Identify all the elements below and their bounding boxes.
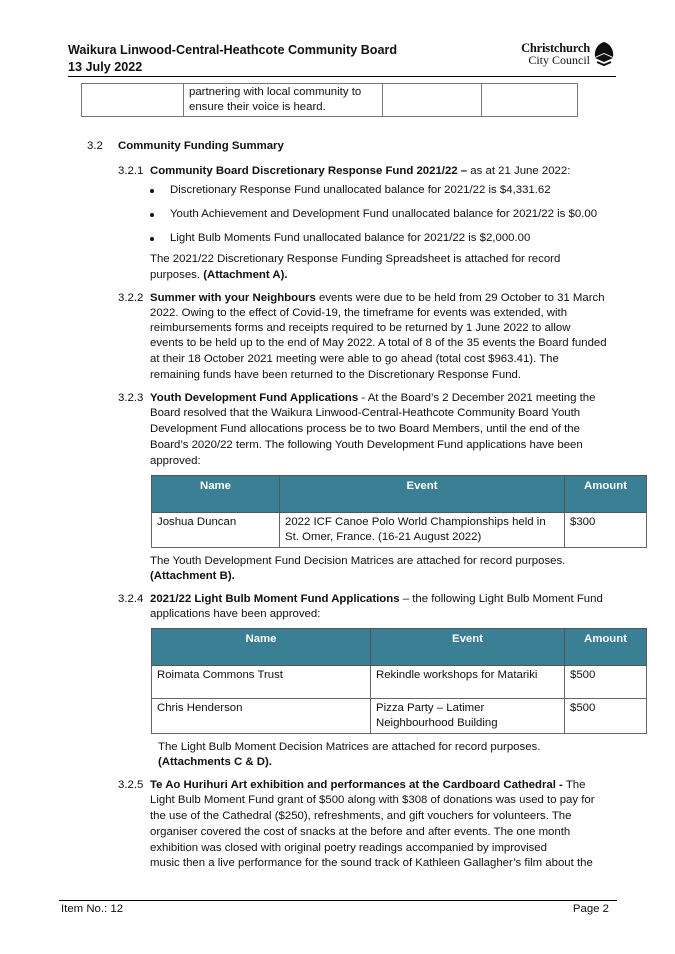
list-item: Discretionary Response Fund unallocated balance for 2021/22 is $4,331.62	[170, 184, 551, 196]
table-cell: $500	[565, 666, 647, 699]
paragraph-line: The Light Bulb Moment Decision Matrices are attached for record purposes.	[158, 741, 541, 753]
table-cell: Chris Henderson	[152, 699, 371, 734]
heading-bold: Youth Development Fund Applications	[150, 392, 359, 404]
heading-bold: Summer with your Neighbours	[150, 292, 316, 304]
paragraph-line: 2022. Owing to the effect of Covid-19, the timeframe for events was extended, with	[150, 307, 568, 319]
table-cell: 2022 ICF Canoe Polo World Championships held in St. Omer, France. (16-21 August 2022)	[280, 513, 565, 548]
table-cell: $500	[565, 699, 647, 734]
subsection-heading	[150, 164, 615, 179]
table-cell	[82, 84, 184, 117]
paragraph-line: Light Bulb Moment Fund grant of $500 along with $308 of donations was used to pay for	[150, 794, 595, 806]
paragraph-line: the use of the Cathedral ($250), refreshments, and gift vouchers for volunteers. The	[150, 810, 572, 822]
column-header: Amount	[565, 476, 647, 513]
paragraph-line: The Youth Development Fund Decision Matrices are attached for record purposes.	[150, 555, 566, 567]
table-row	[152, 699, 647, 734]
paragraph-line: The 2021/22 Discretionary Response Funding Spreadsheet is attached for record	[150, 253, 561, 265]
heading-rest: – the following Light Bulb Moment Fund	[399, 593, 603, 605]
paragraph-line: reimbursements forms and receipts required to be returned by 1 June 2022 to allow	[150, 322, 571, 334]
paragraph-line: events to be held up to the end of May 2022. A total of 8 of the 35 events the Board funded	[150, 337, 607, 349]
board-title: Waikura Linwood-Central-Heathcote Community Board	[68, 43, 398, 57]
page-header	[68, 41, 616, 77]
table-cell: Joshua Duncan	[152, 513, 280, 548]
table-header-row	[152, 476, 647, 513]
attachment-ref: (Attachment B).	[150, 570, 235, 582]
item-number: Item No.: 12	[61, 903, 124, 915]
subsection-number: 3.2.1	[118, 165, 144, 177]
table-header-row	[152, 629, 647, 666]
light-bulb-fund-table	[151, 628, 647, 734]
table-cell	[482, 84, 578, 117]
subsection-number: 3.2.3	[118, 392, 144, 404]
attachment-ref: (Attachment A).	[203, 269, 288, 281]
paragraph-line: Board resolved that the Waikura Linwood-Central-Heathcote Community Board Youth	[150, 407, 581, 419]
paragraph-line	[150, 778, 615, 793]
list-item: Light Bulb Moments Fund unallocated balance for 2021/22 is $2,000.00	[170, 232, 531, 244]
subsection-number: 3.2.4	[118, 593, 144, 605]
table-cell: Rekindle workshops for Matariki	[371, 666, 565, 699]
list-item: Youth Achievement and Development Fund unallocated balance for 2021/22 is $0.00	[170, 208, 598, 220]
paragraph-line: Board’s 2020/22 term. The following Youth Development Fund applications have been	[150, 439, 583, 451]
table-cell	[383, 84, 482, 117]
logo-line2: City Council	[528, 53, 590, 67]
paragraph-line: approved:	[150, 455, 201, 467]
page-footer	[59, 900, 617, 920]
subsection-number: 3.2.5	[118, 779, 144, 791]
heading-rest: as at 21 June 2022:	[467, 165, 571, 177]
column-header: Name	[152, 476, 280, 513]
column-header: Event	[280, 476, 565, 513]
paragraph-line: organiser covered the cost of snacks at the before and after events. The one month	[150, 826, 571, 838]
note-text: purposes.	[150, 269, 201, 281]
council-leaf-icon	[592, 41, 616, 67]
heading-rest: - At the Board’s 2 December 2021 meeting the	[358, 392, 596, 404]
column-header: Name	[152, 629, 371, 666]
table-cell: partnering with local community to ensure their voice is heard.	[184, 84, 383, 117]
paragraph-line: Development Fund allocations process be to two Board Members, until the end of the	[150, 423, 580, 435]
table-cell: Pizza Party – Latimer Neighbourhood Building	[371, 699, 565, 734]
logo-line1: Christchurch	[521, 41, 590, 55]
table-cell: $300	[565, 513, 647, 548]
table-row	[152, 666, 647, 699]
youth-fund-table	[151, 475, 647, 548]
table-row	[82, 84, 578, 117]
section-number: 3.2	[87, 140, 103, 152]
paragraph-line: applications have been approved:	[150, 608, 321, 620]
heading-rest: events were due to be held from 29 October to 31 March	[315, 292, 605, 304]
paragraph-line	[150, 291, 615, 306]
heading-bold: Te Ao Hurihuri Art exhibition and performances at the Cardboard Cathedral -	[150, 779, 563, 791]
bullet-icon	[150, 213, 154, 217]
subsection-number: 3.2.2	[118, 292, 144, 304]
heading-bold: Community Board Discretionary Response Fund 2021/22 –	[150, 165, 468, 177]
paragraph-line	[150, 592, 615, 607]
paragraph-line	[150, 268, 615, 283]
paragraph-line: remaining funds have been returned to the Discretionary Response Fund.	[150, 369, 522, 381]
column-header: Amount	[565, 629, 647, 666]
section-title: Community Funding Summary	[118, 140, 284, 152]
paragraph-line: at their 18 October 2021 meeting were able to go ahead (total cost $963.41). The	[150, 353, 559, 365]
heading-bold: 2021/22 Light Bulb Moment Fund Applications	[150, 593, 400, 605]
previous-table-fragment	[81, 83, 578, 117]
meeting-date: 13 July 2022	[68, 60, 143, 74]
table-row	[152, 513, 647, 548]
attachment-ref: (Attachments C & D).	[158, 756, 272, 768]
bullet-icon	[150, 189, 154, 193]
council-logo	[496, 41, 616, 71]
table-cell: Roimata Commons Trust	[152, 666, 371, 699]
paragraph-line: music then a live performance for the sound track of Kathleen Gallagher’s film about the	[150, 857, 593, 869]
page-number: Page 2	[572, 903, 609, 915]
paragraph-line: exhibition was closed with original poetry readings accompanied by improvised	[150, 842, 547, 854]
bullet-icon	[150, 237, 154, 241]
paragraph-line	[150, 391, 615, 406]
heading-rest: The	[562, 779, 586, 791]
column-header: Event	[371, 629, 565, 666]
